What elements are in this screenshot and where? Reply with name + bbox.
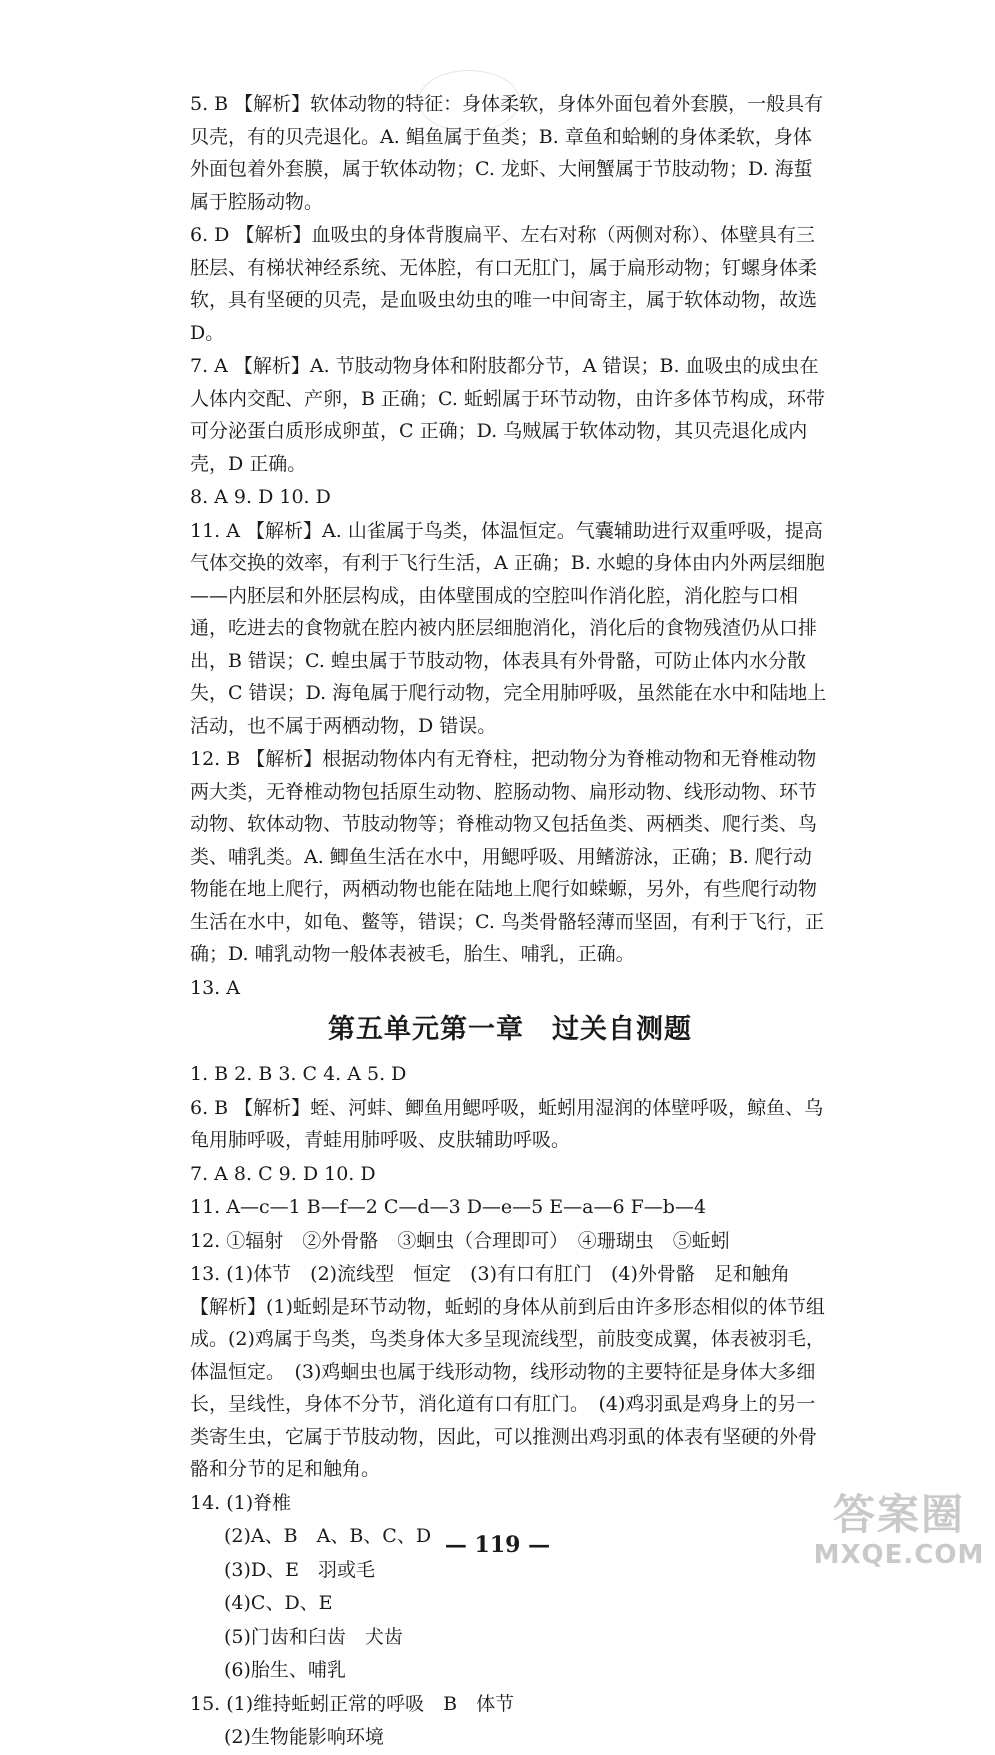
answer-8-10: 8. A 9. D 10. D	[190, 486, 331, 508]
answer-7: 7. A 【解析】A. 节肢动物身体和附肢都分节，A 错误；B. 血吸虫的成虫在人体内交配、产卵，B 正确；C. 蚯蚓属于环节动物，由许多体节构成，环带可分泌蛋白质形成卵茧，C 正确；D. 乌贼属于软体动物，其贝壳退化成内壳，D 正确。	[190, 355, 825, 475]
test-answer-11: 11. A—c—1 B—f—2 C—d—3 D—e—5 E—a—6 F—b—4	[190, 1196, 707, 1218]
test-answer-15-2: (2)生物能影响环境	[224, 1726, 384, 1748]
watermark-bottom: MXQE.COM	[813, 1540, 985, 1570]
test-answer-13: 13. (1)体节 (2)流线型 恒定 (3)有口有肛门 (4)外骨骼 足和触角 【解析】(1)蚯蚓是环节动物，蚯蚓的身体从前到后由许多形态相似的体节组成。(2)鸡属于鸟类，鸟类身体大多呈现流线型，前肢变成翼，体表被羽毛，体温恒定。 (3)鸡蛔虫也属于线形动物，线形动物的主要特征是身体大多细长，呈线性，身体不分节，消化道有口有肛门。 (4)鸡羽虱是鸡身上的另一类寄生虫，它属于节肢动物，因此，可以推测出鸡羽虱的体表有坚硬的外骨骼和分节的足和触角。	[190, 1263, 825, 1480]
answer-content	[190, 88, 830, 1755]
test-answer-12: 12. ①辐射 ②外骨骼 ③蛔虫（合理即可） ④珊瑚虫 ⑤蚯蚓	[190, 1229, 730, 1252]
test-answer-1-5: 1. B 2. B 3. C 4. A 5. D	[190, 1063, 407, 1085]
test-answer-15: 15. (1)维持蚯蚓正常的呼吸 B 体节	[190, 1692, 515, 1715]
test-answer-14-4: (4)C、D、E	[224, 1592, 333, 1614]
answer-6: 6. D 【解析】血吸虫的身体背腹扁平、左右对称（两侧对称）、体壁具有三胚层、有梯状神经系统、无体腔，有口无肛门，属于扁形动物；钉螺身体柔软，具有坚硬的贝壳，是血吸虫幼虫的唯一中间寄主，属于软体动物，故选 D。	[190, 224, 818, 344]
answer-13: 13. A	[190, 976, 240, 999]
page-number: — 119 —	[444, 1532, 551, 1558]
answer-11: 11. A 【解析】A. 山雀属于鸟类，体温恒定。气囊辅助进行双重呼吸，提高气体交换的效率，有利于飞行生活，A 正确；B. 水螅的身体由内外两层细胞——内胚层和外胚层构成，由体壁围成的空腔叫作消化腔，消化腔与口相通，吃进去的食物就在腔内被内胚层细胞消化，消化后的食物残渣仍从口排出，B 错误；C. 蝗虫属于节肢动物，体表具有外骨骼，可防止体内水分散失，C 错误；D. 海龟属于爬行动物，完全用肺呼吸，虽然能在水中和陆地上活动，也不属于两栖动物，D 错误。	[190, 519, 827, 737]
test-answer-14-6: (6)胎生、哺乳	[224, 1659, 346, 1681]
answer-5: 5. B 【解析】软体动物的特征：身体柔软，身体外面包着外套膜，一般具有贝壳，有的贝壳退化。A. 鲳鱼属于鱼类；B. 章鱼和蛤蜊的身体柔软，身体外面包着外套膜，属于软体动物；C. 龙虾、大闸蟹属于节肢动物；D. 海蜇属于腔肠动物。	[190, 93, 824, 213]
test-answer-14-5: (5)门齿和臼齿 犬齿	[224, 1625, 403, 1648]
watermark-logo	[809, 1490, 989, 1590]
answer-12: 12. B 【解析】根据动物体内有无脊柱，把动物分为脊椎动物和无脊椎动物两大类，无脊椎动物包括原生动物、腔肠动物、扁形动物、线形动物、环节动物、软体动物、节肢动物等；脊椎动物又包括鱼类、两栖类、爬行类、鸟类、哺乳类。A. 鲫鱼生活在水中，用鳃呼吸、用鳍游泳，正确；B. 爬行动物能在地上爬行，两栖动物也能在陆地上爬行如蝾螈，另外，有些爬行动物生活在水中，如龟、鳖等，错误；C. 鸟类骨骼轻薄而坚固，有利于飞行，正确；D. 哺乳动物一般体表被毛，胎生、哺乳，正确。	[190, 748, 824, 965]
test-answer-14-3: (3)D、E 羽或毛	[224, 1558, 376, 1581]
watermark-top: 答案圈	[832, 1490, 965, 1539]
test-answer-14-2: (2)A、B A、B、C、D	[224, 1525, 432, 1547]
test-answer-7-10: 7. A 8. C 9. D 10. D	[190, 1162, 376, 1185]
test-answer-14: 14. (1)脊椎	[190, 1491, 292, 1514]
test-answer-6: 6. B 【解析】蛭、河蚌、鲫鱼用鳃呼吸，蚯蚓用湿润的体壁呼吸，鲸鱼、乌龟用肺呼吸，青蛙用肺呼吸、皮肤辅助呼吸。	[190, 1096, 824, 1151]
section-title: 第五单元第一章 过关自测题	[328, 1014, 692, 1045]
